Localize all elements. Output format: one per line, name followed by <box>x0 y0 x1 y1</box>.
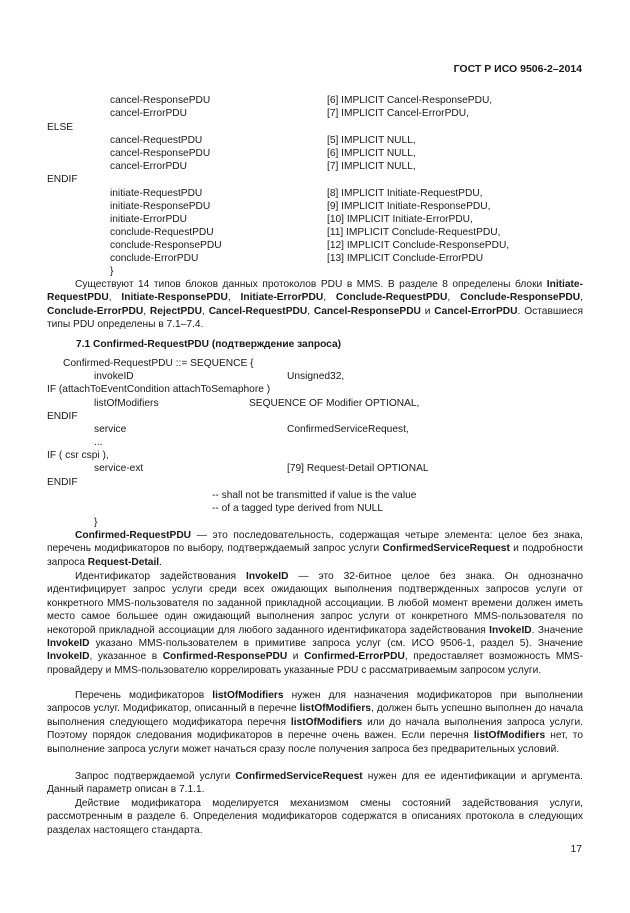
code-line: ConfirmedServiceRequest, <box>287 424 409 435</box>
code-line: invokeID <box>94 371 134 382</box>
code-line: [11] IMPLICIT Conclude-RequestPDU, <box>327 227 501 238</box>
code-line: initiate-ErrorPDU <box>110 214 187 225</box>
paragraph-confirmed-request: Confirmed-RequestPDU — это последовательность, содержащая четыре элемента: целое без знака, перечень модификаторов по выбору, подтверждаемый запрос услуги ConfirmedServiceRequest и подробности запроса Request-Detail. <box>47 530 583 568</box>
code-line: [6] IMPLICIT Cancel-ResponsePDU, <box>327 95 493 106</box>
code-line: [8] IMPLICIT Initiate-RequestPDU, <box>327 188 483 199</box>
paragraph-invoke-id: Идентификатор задействования InvokeID — это 32-битное целое без знака. Он однозначно идентифицирует запрос услуги среди всех ожидающих выполнения подтвержденных запросов услуги от конкретного MMS-пользователя по заданной прикладной ассоциации. В любой момент времени должен иметь место самое большее один ожидающий выполнения запрос услуги от конкретного MMS-пользователя по некоторой прикладной ассоциации для любого заданного идентификатора задействования InvokeID. Значение InvokeID указано MMS-пользователем в примитиве запроса услуг (см. ИСО 9506-1, раздел 5). Значение InvokeID, указанное в Confirmed-ResponsePDU и Confirmed-ErrorPDU, предоставляет возможность MMS-провайдеру и MMS-пользователю коррелировать указанные PDU с рассматриваемым запросом услуги. <box>47 571 584 676</box>
code-line: Confirmed-RequestPDU ::= SEQUENCE { <box>63 358 254 369</box>
code-line: [10] IMPLICIT Initiate-ErrorPDU, <box>327 214 473 225</box>
code-comment: -- of a tagged type derived from NULL <box>212 503 384 514</box>
code-brace: } <box>94 517 98 528</box>
code-line: conclude-RequestPDU <box>110 227 214 238</box>
code-line: IF (attachToEventCondition attachToSemaphore ) <box>47 384 271 395</box>
code-line: initiate-ResponsePDU <box>110 201 211 212</box>
code-comment: -- shall not be transmitted if value is the value <box>212 490 417 501</box>
code-line: SEQUENCE OF Modifier OPTIONAL, <box>249 398 420 409</box>
paragraph-pdu-types: Существуют 14 типов блоков данных протоколов PDU в MMS. В разделе 8 определены блоки Initiate-RequestPDU, Initiate-ResponsePDU, Initiate-ErrorPDU, Conclude-RequestPDU, Conclude-ResponsePDU, Conclude-ErrorPDU, RejectPDU, Cancel-RequestPDU, Cancel-ResponsePDU и Cancel-ErrorPDU. Оставшиеся типы PDU определены в 7.1–7.4. <box>47 279 583 331</box>
code-line: cancel-RequestPDU <box>110 135 203 146</box>
code-line: [5] IMPLICIT NULL, <box>327 135 416 146</box>
code-line: IF ( csr cspi ), <box>47 450 109 461</box>
code-line: conclude-ResponsePDU <box>110 240 222 251</box>
code-line: Unsigned32, <box>287 371 345 382</box>
code-line: conclude-ErrorPDU <box>110 253 199 264</box>
document-header: ГОСТ Р ИСО 9506-2–2014 <box>453 63 582 75</box>
code-keyword: ELSE <box>47 122 74 133</box>
code-keyword: ENDIF <box>47 477 78 488</box>
code-line: service-ext <box>94 463 144 474</box>
code-line: listOfModifiers <box>94 398 159 409</box>
code-line: cancel-ErrorPDU <box>110 108 187 119</box>
code-line: [7] IMPLICIT NULL, <box>327 161 416 172</box>
paragraph-confirmed-service-request: Запрос подтверждаемой услуги ConfirmedServiceRequest нужен для ее идентификации и аргумента. Данный параметр описан в 7.1.1. <box>47 771 584 796</box>
code-brace: } <box>110 266 114 277</box>
code-line: cancel-ResponsePDU <box>110 148 211 159</box>
code-line: [6] IMPLICIT NULL, <box>327 148 416 159</box>
code-line: cancel-ErrorPDU <box>110 161 187 172</box>
code-line: [13] IMPLICIT Conclude-ErrorPDU <box>327 253 484 264</box>
code-line: cancel-ResponsePDU <box>110 95 211 106</box>
code-keyword: ENDIF <box>47 174 78 185</box>
code-line: [12] IMPLICIT Conclude-ResponsePDU, <box>327 240 510 251</box>
code-line: ... <box>94 437 103 448</box>
section-heading: 7.1 Confirmed-RequestPDU (подтверждение запроса) <box>76 339 342 350</box>
paragraph-modifier-action: Действие модификатора моделируется механизмом смены состояний задействования услуги, рассмотренным в разделе 6. Определения модификаторов содержатся в описаниях протокола в следующих разделах настоящего стандарта. <box>47 798 583 836</box>
code-line: [7] IMPLICIT Cancel-ErrorPDU, <box>327 108 469 119</box>
code-line: service <box>94 424 127 435</box>
code-keyword: ENDIF <box>47 411 78 422</box>
page-number: 17 <box>570 844 582 855</box>
code-line: [79] Request-Detail OPTIONAL <box>287 463 429 474</box>
paragraph-list-of-modifiers: Перечень модификаторов listOfModifiers нужен для назначения модификаторов при выполнении запросов услуг. Модификатор, описанный в перечне listOfModifiers, должен быть успешно выполнен до начала выполнения следующего модификатора перечня listOfModifiers или до начала выполнения запроса услуги. Поэтому порядок следования модификаторов в перечне очень важен. Если перечня listOfModifiers нет, то выполнение запроса услуги может начаться сразу после получения запроса без предварительных условий. <box>47 690 583 755</box>
code-line: initiate-RequestPDU <box>110 188 203 199</box>
code-line: [9] IMPLICIT Initiate-ResponsePDU, <box>327 201 491 212</box>
